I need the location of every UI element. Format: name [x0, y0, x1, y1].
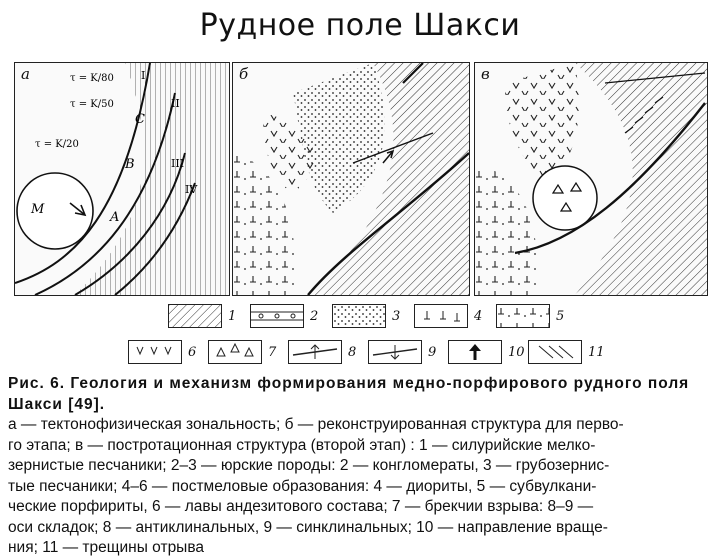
tau3-label: τ = K/20 — [35, 139, 79, 150]
caption-line: го этапа; в — постротационная структура (второй этап) : 1 — силурийские мелко- — [8, 436, 596, 454]
legend-item-1 — [168, 304, 236, 328]
legend-num: 2 — [310, 308, 319, 324]
legend-item-5 — [496, 304, 564, 328]
panel-v-letter: в — [481, 65, 490, 83]
legend-swatch-8 — [288, 340, 342, 364]
geology-figure — [14, 62, 708, 298]
tau1-label: τ = K/80 — [70, 73, 114, 84]
legend-swatch-3 — [332, 304, 386, 328]
legend — [128, 302, 605, 372]
legend-item-7 — [208, 340, 276, 364]
panel-v — [474, 62, 708, 296]
legend-swatch-10 — [448, 340, 502, 364]
legend-num: 10 — [508, 344, 525, 360]
legend-item-4 — [414, 304, 482, 328]
legend-item-8 — [288, 340, 356, 364]
legend-item-2 — [250, 304, 318, 328]
panel-b-letter: б — [239, 65, 249, 83]
legend-num: 1 — [228, 308, 237, 324]
figure-caption — [8, 374, 708, 559]
panel-v-drawing — [475, 63, 707, 295]
panel-a — [14, 62, 230, 296]
legend-swatch-5 — [496, 304, 550, 328]
legend-item-11 — [528, 340, 605, 364]
zone-c-label: C — [135, 112, 145, 127]
legend-num: 3 — [392, 308, 401, 324]
legend-swatch-7 — [208, 340, 262, 364]
tau2-label: τ = K/50 — [70, 99, 114, 110]
panel-a-letter: а — [21, 65, 30, 83]
legend-item-3 — [332, 304, 400, 328]
caption-heading-line2: Шакси [49]. — [8, 395, 106, 413]
legend-swatch-11 — [528, 340, 582, 364]
roman-1: I — [141, 69, 146, 82]
legend-num: 5 — [556, 308, 565, 324]
zone-b-label: B — [125, 157, 135, 172]
legend-num: 11 — [588, 344, 605, 360]
panel-b-drawing — [233, 63, 469, 295]
legend-item-9 — [368, 340, 436, 364]
legend-item-6 — [128, 340, 196, 364]
legend-item-10 — [448, 340, 525, 364]
caption-line: ческие порфириты, 6 — лавы андезитового состава; 7 — брекчии взрыва: 8–9 — — [8, 498, 594, 515]
caption-line: тые песчаники; 4–6 — постмеловые образования: 4 — диориты, 5 — субвулкани- — [8, 477, 597, 495]
panel-a-drawing — [15, 63, 229, 295]
caption-line: оси складок; 8 — антиклинальных, 9 — синклинальных; 10 — направление враще- — [8, 518, 608, 536]
roman-4: IV — [185, 183, 198, 196]
roman-3: III — [171, 157, 185, 170]
legend-num: 6 — [188, 344, 197, 360]
legend-swatch-2 — [250, 304, 304, 328]
legend-swatch-6 — [128, 340, 182, 364]
legend-num: 8 — [348, 344, 357, 360]
legend-num: 4 — [474, 308, 483, 324]
legend-swatch-1 — [168, 304, 222, 328]
legend-num: 7 — [268, 344, 277, 360]
roman-2: II — [171, 97, 180, 110]
slide-title: Рудное поле Шакси — [199, 8, 521, 43]
legend-num: 9 — [428, 344, 437, 360]
caption-line: зернистые песчаники; 2–3 — юрские породы: 2 — конгломераты, 3 — грубозернис- — [8, 457, 610, 474]
caption-line: ния; 11 — трещины отрыва — [8, 539, 205, 556]
legend-swatch-4 — [414, 304, 468, 328]
caption-heading-line1: Рис. 6. Геология и механизм формирования медно-порфирового рудного поля — [8, 375, 690, 392]
panel-b — [232, 62, 470, 296]
zone-a-label: A — [110, 210, 120, 225]
caption-line: а — тектонофизическая зональность; б — реконструированная структура для перво- — [8, 416, 624, 433]
legend-swatch-9 — [368, 340, 422, 364]
m-label: M — [31, 202, 45, 217]
